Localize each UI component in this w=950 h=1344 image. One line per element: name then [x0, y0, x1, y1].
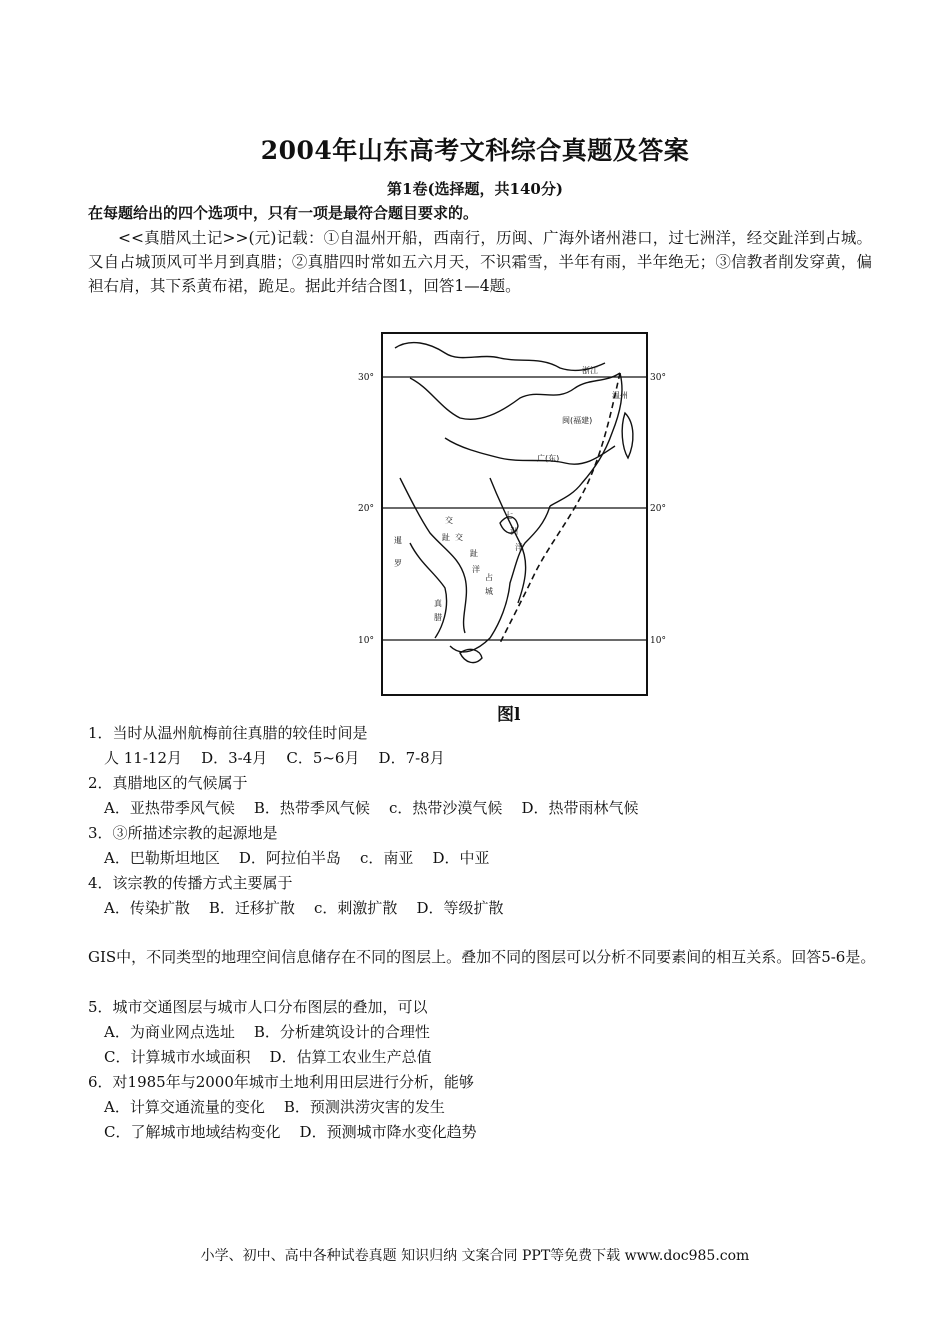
question-options: A．巴勒斯坦地区 D．阿拉伯半岛 c．南亚 D．中亚 — [104, 849, 490, 867]
question-options: C．计算城市水域面积 D．估算工农业生产总值 — [104, 1048, 432, 1066]
lat-label: 20° — [358, 504, 374, 514]
question-stem: 2．真腊地区的气候属于 — [88, 774, 248, 792]
section-subtitle: 第1卷(选择题，共140分) — [387, 180, 563, 198]
question-stem: 3．③所描述宗教的起源地是 — [88, 824, 278, 842]
place-label: 洋 — [472, 565, 480, 574]
place-label: 趾 — [470, 549, 478, 558]
place-label: 广(东) — [537, 454, 560, 463]
question-options: C．了解城市地域结构变化 D．预测城市降水变化趋势 — [104, 1123, 477, 1141]
place-label: 浙江 — [582, 366, 598, 375]
place-label: 七 — [505, 511, 513, 520]
place-label: 交 — [455, 533, 463, 542]
place-label: 真 — [434, 599, 442, 608]
place-label: 洲 — [510, 527, 518, 536]
place-label: 暹 — [394, 536, 402, 545]
place-label: 洋 — [515, 543, 523, 552]
question-stem: 6．对1985年与2000年城市土地利用田层进行分析，能够 — [88, 1073, 474, 1091]
figure-caption: 图l — [497, 705, 521, 725]
footer-ad: 小学、初中、高中各种试卷真题 知识归纳 文案合同 PPT等免费下载 www.doc985.com — [200, 1248, 750, 1264]
question-options: 人 11-12月 D．3-4月 C．5~6月 D．7-8月 — [104, 749, 445, 767]
lat-label: 30° — [650, 373, 666, 383]
question-stem: 1．当时从温州航梅前往真腊的较佳时间是 — [88, 724, 368, 742]
reading-passage: <<真腊风土记>>(元)记载：①自温州开船，西南行，历闽、广海外诸州港口，过七洲洋，经交趾洋到占城。又自占城顶风可半月到真腊；②真腊四时常如五六月天，不识霜雪，半年有雨，半年绝无；③信教者削发穿黄，偏袒右肩，其下系黄布裙，跪足。据此并结合图1，回答1—4题。 — [88, 229, 872, 295]
lat-label: 10° — [358, 636, 374, 646]
place-label: 趾 — [442, 533, 450, 542]
lat-label: 30° — [358, 373, 374, 383]
document-title: 2004年山东高考文科综合真题及答案 — [260, 136, 690, 165]
lat-label: 20° — [650, 504, 666, 514]
question-options: A．传染扩散 B．迁移扩散 c．刺激扩散 D．等级扩散 — [104, 899, 504, 917]
question-options: A．亚热带季风气候 B．热带季风气候 c．热带沙漠气候 D．热带雨林气候 — [104, 799, 639, 817]
place-label: 温州 — [612, 391, 628, 400]
place-label: 腊 — [434, 613, 442, 622]
question-stem: 5．城市交通图层与城市人口分布图层的叠加，可以 — [88, 998, 428, 1016]
place-label: 占 — [485, 573, 493, 582]
question-options: A．为商业网点选址 B．分析建筑设计的合理性 — [104, 1023, 430, 1041]
place-label: 交 — [445, 516, 453, 525]
lat-label: 10° — [650, 636, 666, 646]
gis-paragraph: GIS中，不同类型的地理空间信息储存在不同的图层上。叠加不同的图层可以分析不同要素间的相互关系。回答5-6是。 — [88, 948, 876, 966]
instruction-text: 在每题给出的四个选项中，只有一项是最符合题目要求的。 — [88, 204, 479, 222]
question-stem: 4．该宗教的传播方式主要属于 — [88, 874, 293, 892]
figure-1-map — [350, 328, 690, 728]
map-frame — [382, 333, 647, 695]
question-options: A．计算交通流量的变化 B．预测洪涝灾害的发生 — [104, 1098, 445, 1116]
place-label: 闽(福建) — [562, 416, 593, 425]
place-label: 城 — [485, 587, 493, 596]
place-label: 罗 — [394, 559, 402, 568]
